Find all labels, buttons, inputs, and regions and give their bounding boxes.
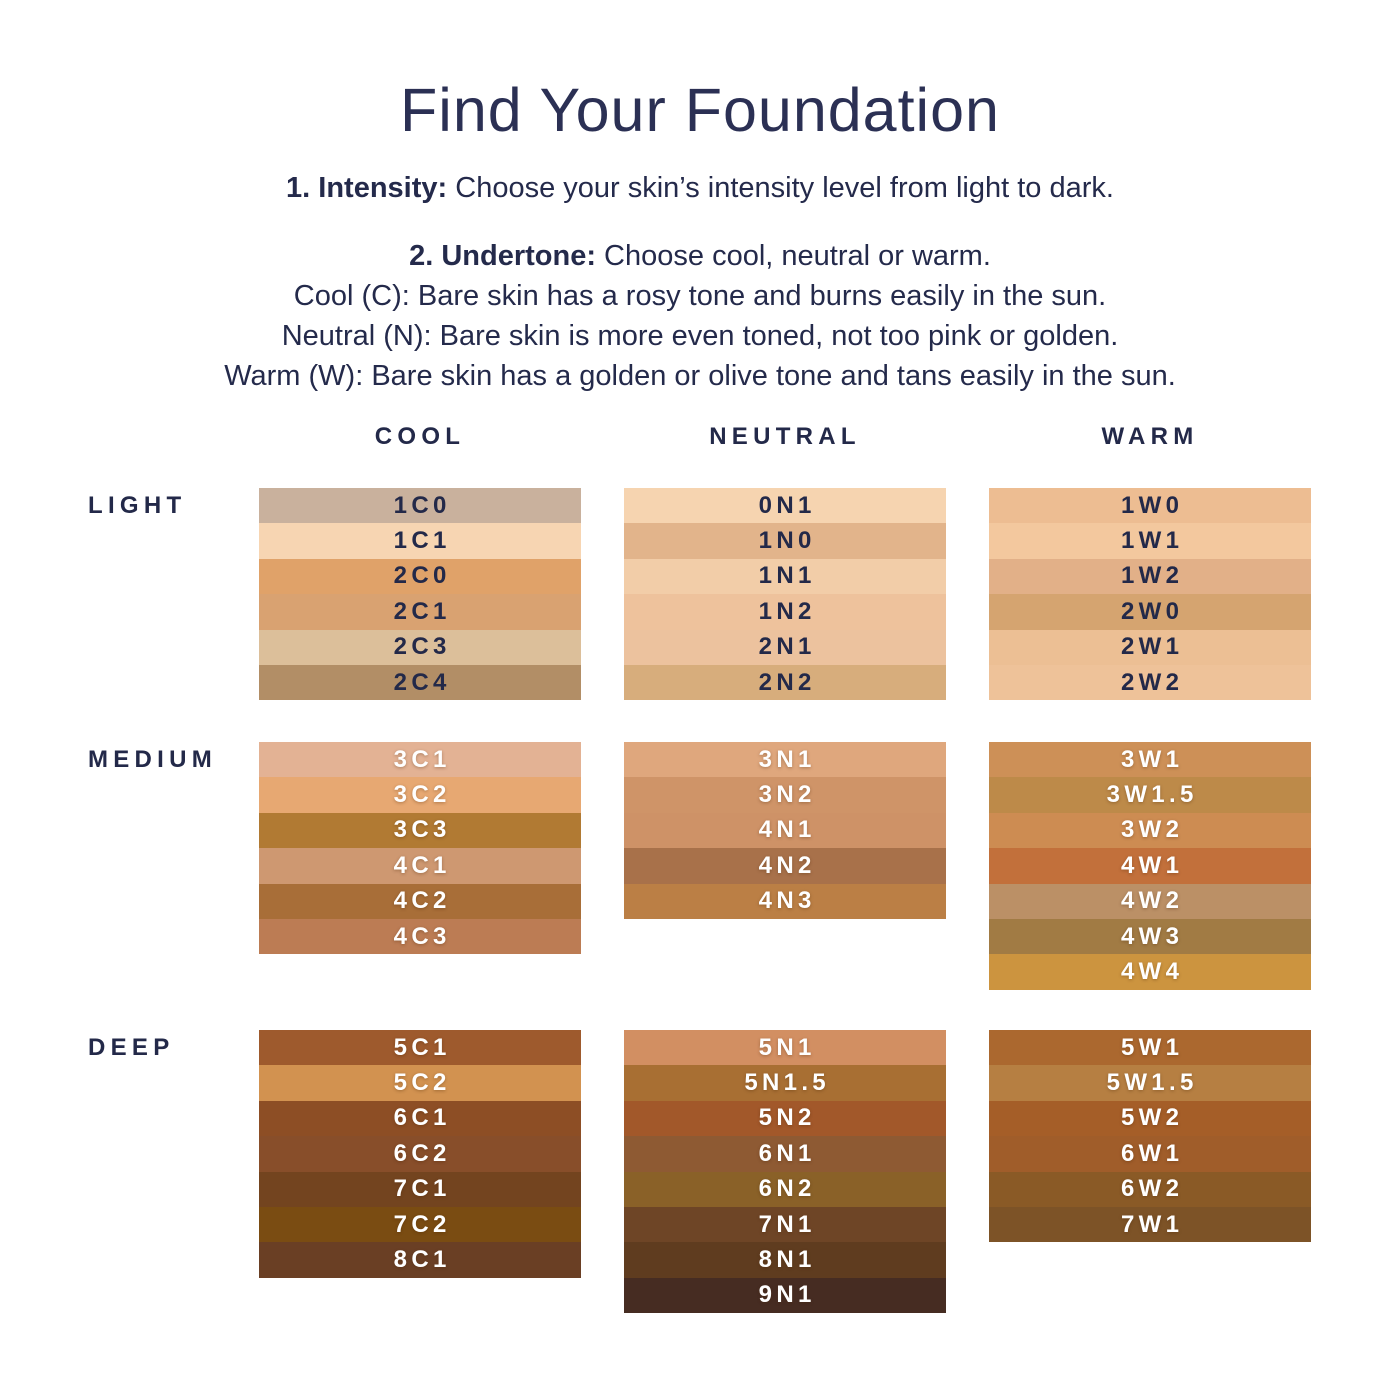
shade-code: 1C0 — [393, 491, 451, 519]
shade-code: 4W1 — [1121, 851, 1184, 879]
shade-swatch-3c3[interactable] — [259, 813, 581, 848]
shade-code: 3N1 — [758, 745, 816, 773]
shade-code: 6N2 — [758, 1175, 816, 1203]
shade-code: 1W2 — [1121, 562, 1184, 590]
shade-swatch-6n1[interactable] — [624, 1136, 946, 1171]
shade-swatch-2n2[interactable] — [624, 665, 946, 700]
shade-swatch-1n0[interactable] — [624, 523, 946, 558]
shade-code: 1N0 — [758, 527, 816, 555]
row-label-deep: DEEP — [88, 1034, 175, 1061]
undertone-warm-description: Warm (W): Bare skin has a golden or olive tone and tans easily in the sun. — [224, 360, 1176, 392]
shade-code: 2W0 — [1121, 597, 1184, 625]
shade-code: 3C1 — [393, 745, 451, 773]
instruction-undertone-label: 2. Undertone: — [409, 240, 596, 272]
shade-code: 3W2 — [1121, 816, 1184, 844]
shade-code: 1W1 — [1121, 527, 1184, 555]
shade-code: 4N2 — [758, 851, 816, 879]
shade-swatch-9n1[interactable] — [624, 1278, 946, 1313]
shade-swatch-7n1[interactable] — [624, 1207, 946, 1242]
swatch-column-deep-cool — [259, 1030, 581, 1278]
shade-swatch-1c0[interactable] — [259, 488, 581, 523]
shade-code: 5N2 — [758, 1104, 816, 1132]
swatch-column-light-warm — [989, 488, 1311, 700]
shade-swatch-4c3[interactable] — [259, 919, 581, 954]
shade-code: 2N1 — [758, 633, 816, 661]
shade-code: 2W1 — [1121, 633, 1184, 661]
instruction-undertone-text: Choose cool, neutral or warm. — [596, 240, 991, 272]
shade-swatch-7c1[interactable] — [259, 1172, 581, 1207]
shade-code: 0N1 — [758, 491, 816, 519]
instruction-undertone — [0, 236, 1400, 276]
shade-code: 5W2 — [1121, 1104, 1184, 1132]
shade-swatch-4n3[interactable] — [624, 884, 946, 919]
shade-swatch-0n1[interactable] — [624, 488, 946, 523]
shade-swatch-5n2[interactable] — [624, 1101, 946, 1136]
shade-swatch-6n2[interactable] — [624, 1172, 946, 1207]
undertone-cool-description: Cool (C): Bare skin has a rosy tone and burns easily in the sun. — [293, 280, 1107, 312]
shade-swatch-4w4[interactable] — [989, 954, 1311, 989]
shade-code: 4W2 — [1121, 887, 1184, 915]
shade-swatch-5w1-5[interactable] — [989, 1065, 1311, 1100]
shade-code: 5C2 — [393, 1069, 451, 1097]
shade-swatch-5n1-5[interactable] — [624, 1065, 946, 1100]
shade-swatch-2c0[interactable] — [259, 559, 581, 594]
shade-swatch-1w0[interactable] — [989, 488, 1311, 523]
shade-code: 1N1 — [758, 562, 816, 590]
swatch-column-medium-cool — [259, 742, 581, 954]
shade-swatch-2w0[interactable] — [989, 594, 1311, 629]
shade-swatch-2c3[interactable] — [259, 630, 581, 665]
shade-swatch-4w1[interactable] — [989, 848, 1311, 883]
shade-swatch-5w1[interactable] — [989, 1030, 1311, 1065]
row-label-light: LIGHT — [88, 492, 187, 519]
swatch-column-deep-warm — [989, 1030, 1311, 1242]
swatch-column-medium-neutral — [624, 742, 946, 919]
shade-code: 4W3 — [1121, 922, 1184, 950]
column-header-warm: WARM — [1101, 423, 1199, 450]
swatch-column-deep-neutral — [624, 1030, 946, 1313]
shade-code: 3W1 — [1121, 745, 1184, 773]
shade-code: 5W1.5 — [1106, 1069, 1198, 1097]
shade-code: 2W2 — [1121, 668, 1184, 696]
shade-swatch-6w2[interactable] — [989, 1172, 1311, 1207]
shade-swatch-2c1[interactable] — [259, 594, 581, 629]
column-headers — [0, 423, 1400, 453]
shade-swatch-5w2[interactable] — [989, 1101, 1311, 1136]
instruction-intensity — [0, 168, 1400, 208]
shade-swatch-2c4[interactable] — [259, 665, 581, 700]
column-header-cool: COOL — [374, 423, 466, 450]
shade-swatch-1w1[interactable] — [989, 523, 1311, 558]
shade-code: 8C1 — [393, 1246, 451, 1274]
shade-swatch-2w1[interactable] — [989, 630, 1311, 665]
swatch-column-light-cool — [259, 488, 581, 700]
shade-swatch-2n1[interactable] — [624, 630, 946, 665]
shade-code: 3W1.5 — [1106, 781, 1198, 809]
shade-swatch-1w2[interactable] — [989, 559, 1311, 594]
shade-swatch-6c1[interactable] — [259, 1101, 581, 1136]
shade-code: 5N1.5 — [744, 1069, 830, 1097]
swatch-column-medium-warm — [989, 742, 1311, 990]
shade-swatch-5c1[interactable] — [259, 1030, 581, 1065]
shade-code: 2N2 — [758, 668, 816, 696]
shade-swatch-4w2[interactable] — [989, 884, 1311, 919]
shade-swatch-7c2[interactable] — [259, 1207, 581, 1242]
shade-swatch-3n2[interactable] — [624, 777, 946, 812]
row-label-medium: MEDIUM — [88, 746, 218, 773]
shade-swatch-8c1[interactable] — [259, 1242, 581, 1277]
shade-swatch-1c1[interactable] — [259, 523, 581, 558]
instruction-intensity-label: 1. Intensity: — [286, 172, 448, 204]
instruction-intensity-text: Choose your skin’s intensity level from light to dark. — [447, 172, 1114, 204]
shade-swatch-3n1[interactable] — [624, 742, 946, 777]
shade-code: 5C1 — [393, 1033, 451, 1061]
shade-swatch-8n1[interactable] — [624, 1242, 946, 1277]
shade-code: 6W2 — [1121, 1175, 1184, 1203]
shade-code: 9N1 — [758, 1281, 816, 1309]
shade-code: 3C3 — [393, 816, 451, 844]
shade-swatch-4w3[interactable] — [989, 919, 1311, 954]
shade-swatch-2w2[interactable] — [989, 665, 1311, 700]
shade-swatch-3w1-5[interactable] — [989, 777, 1311, 812]
shade-swatch-1n1[interactable] — [624, 559, 946, 594]
shade-swatch-6c2[interactable] — [259, 1136, 581, 1171]
shade-swatch-4n2[interactable] — [624, 848, 946, 883]
shade-swatch-7w1[interactable] — [989, 1207, 1311, 1242]
shade-swatch-4c1[interactable] — [259, 848, 581, 883]
shade-code: 7N1 — [758, 1210, 816, 1238]
shade-code: 6N1 — [758, 1139, 816, 1167]
shade-swatch-3w2[interactable] — [989, 813, 1311, 848]
shade-swatch-4n1[interactable] — [624, 813, 946, 848]
shade-code: 1N2 — [758, 597, 816, 625]
shade-swatch-3w1[interactable] — [989, 742, 1311, 777]
shade-code: 2C0 — [393, 562, 451, 590]
shade-code: 6C2 — [393, 1139, 451, 1167]
shade-code: 3C2 — [393, 781, 451, 809]
shade-swatch-5c2[interactable] — [259, 1065, 581, 1100]
shade-code: 4N3 — [758, 887, 816, 915]
undertone-neutral-description: Neutral (N): Bare skin is more even toned, not too pink or golden. — [281, 320, 1119, 352]
shade-swatch-1n2[interactable] — [624, 594, 946, 629]
shade-code: 5W1 — [1121, 1033, 1184, 1061]
shade-swatch-3c2[interactable] — [259, 777, 581, 812]
shade-code: 7W1 — [1121, 1210, 1184, 1238]
shade-swatch-6w1[interactable] — [989, 1136, 1311, 1171]
shade-code: 5N1 — [758, 1033, 816, 1061]
shade-swatch-4c2[interactable] — [259, 884, 581, 919]
shade-code: 3N2 — [758, 781, 816, 809]
shade-code: 7C2 — [393, 1210, 451, 1238]
shade-code: 2C1 — [393, 597, 451, 625]
shade-swatch-3c1[interactable] — [259, 742, 581, 777]
shade-code: 6W1 — [1121, 1139, 1184, 1167]
shade-code: 2C4 — [393, 668, 451, 696]
shade-code: 1W0 — [1121, 491, 1184, 519]
shade-code: 4C1 — [393, 851, 451, 879]
shade-code: 8N1 — [758, 1246, 816, 1274]
shade-code: 6C1 — [393, 1104, 451, 1132]
shade-code: 7C1 — [393, 1175, 451, 1203]
column-header-neutral: NEUTRAL — [709, 423, 861, 450]
shade-code: 4N1 — [758, 816, 816, 844]
shade-code: 2C3 — [393, 633, 451, 661]
shade-swatch-5n1[interactable] — [624, 1030, 946, 1065]
page-title: Find Your Foundation — [400, 76, 1000, 144]
shade-code: 1C1 — [393, 527, 451, 555]
swatch-column-light-neutral — [624, 488, 946, 700]
shade-code: 4C2 — [393, 887, 451, 915]
shade-code: 4W4 — [1121, 958, 1184, 986]
shade-code: 4C3 — [393, 922, 451, 950]
